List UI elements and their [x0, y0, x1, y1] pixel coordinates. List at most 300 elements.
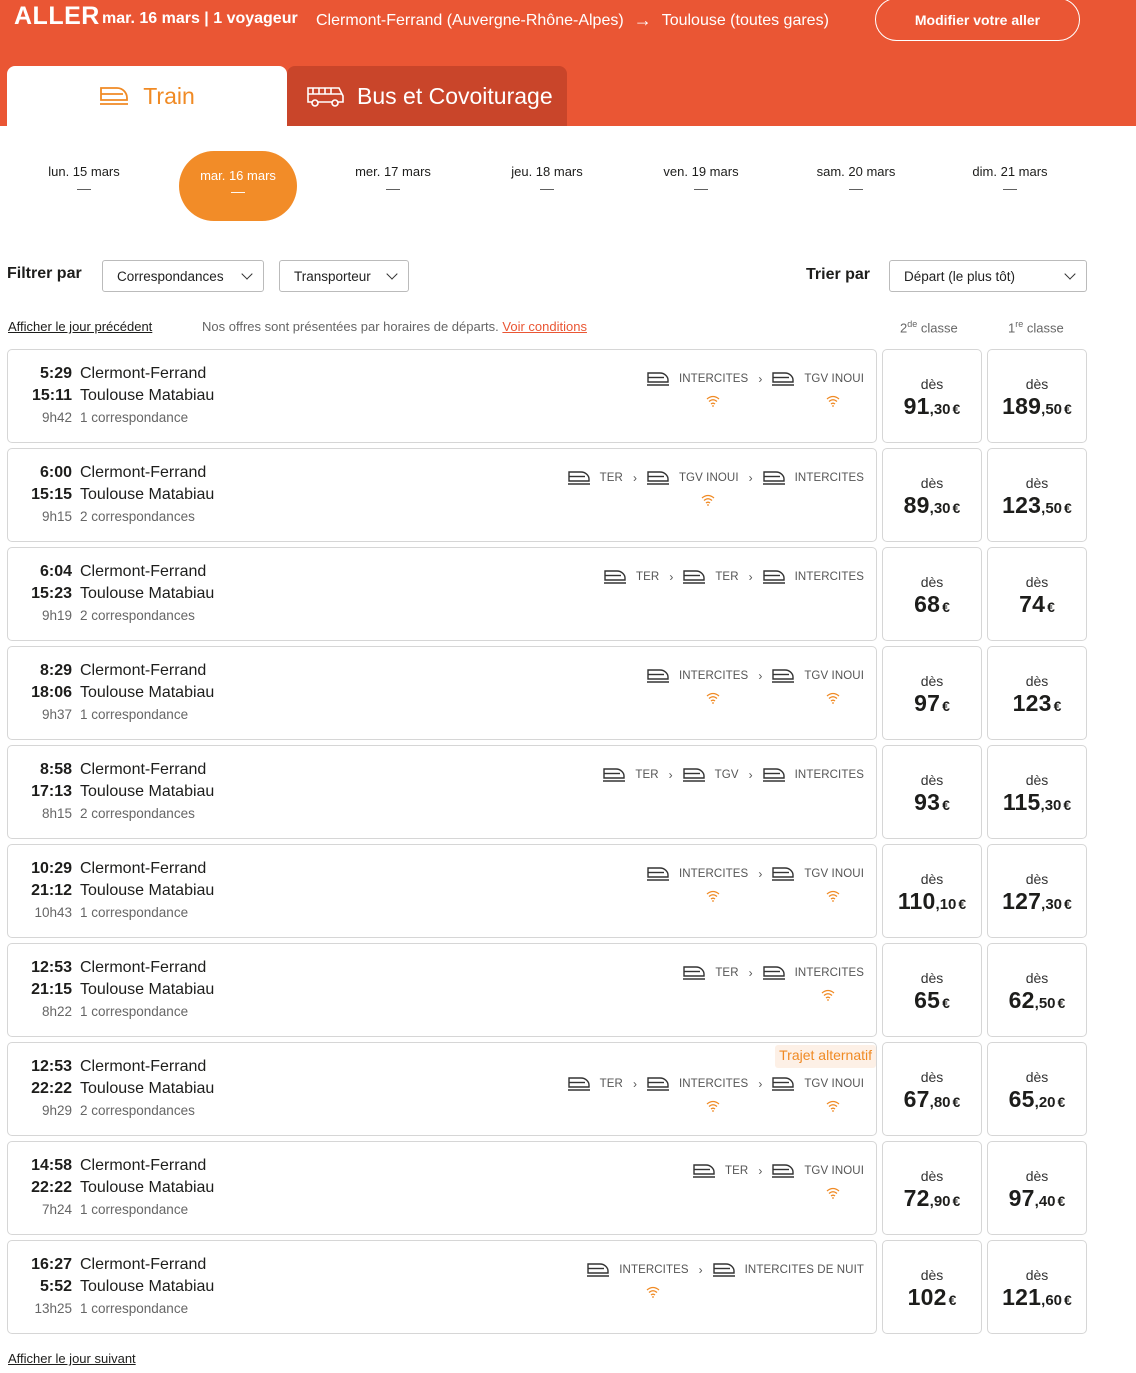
price-decimals: ,50: [1041, 500, 1063, 517]
train-icon: [647, 668, 669, 684]
first-class-price-button[interactable]: [987, 448, 1087, 542]
second-class-price-button[interactable]: [882, 1240, 982, 1334]
first-class-price-button[interactable]: [987, 943, 1087, 1037]
transport-segments: [683, 964, 864, 1004]
departure-time: 6:00: [39, 464, 72, 481]
journey-row[interactable]: [7, 349, 877, 443]
transport-segment: [772, 1075, 864, 1115]
price-integer: 65: [1008, 1086, 1035, 1112]
wifi-icon: [796, 392, 840, 410]
departure-station: Clermont-Ferrand: [80, 1058, 207, 1075]
train-icon: [683, 767, 705, 783]
transport-segment: [763, 766, 864, 806]
connections-count: 1 correspondance: [80, 410, 189, 425]
departure-time: 14:58: [31, 1157, 72, 1174]
arrow-right-icon: →: [633, 10, 652, 30]
offers-info: [202, 319, 587, 334]
journey-row[interactable]: [7, 1141, 877, 1235]
arrival-time: 5:52: [39, 1278, 72, 1295]
first-class-price-button[interactable]: [987, 646, 1087, 740]
segment-header: [763, 766, 864, 784]
chevron-right-icon: ›: [748, 570, 753, 584]
transport-segments: [604, 568, 864, 608]
search-header: [0, 0, 1136, 126]
transport-segment: [647, 469, 739, 509]
tab-train-label: Train: [143, 82, 195, 109]
price-integer: 127: [1002, 888, 1042, 914]
chevron-right-icon: ›: [758, 669, 763, 683]
show-previous-day-link[interactable]: Afficher le jour précédent: [8, 319, 153, 334]
departure-time: 8:29: [39, 662, 72, 679]
chevron-right-icon: ›: [758, 1164, 763, 1178]
price-decimals: ,60: [1041, 1292, 1063, 1309]
segment-header: [604, 568, 659, 586]
carrier-name: TGV INOUI: [804, 1078, 864, 1090]
price-integer: 74: [1019, 591, 1046, 617]
chevron-right-icon: ›: [632, 471, 637, 485]
transport-segment: [772, 1162, 864, 1202]
second-class-price-button[interactable]: [882, 646, 982, 740]
train-icon: [693, 1163, 715, 1179]
price-decimals: ,50: [1034, 995, 1056, 1012]
first-class-price-value: [988, 1086, 1086, 1113]
journey-row[interactable]: [7, 1240, 877, 1334]
second-class-price-button[interactable]: [882, 1042, 982, 1136]
arrival-time: 22:22: [31, 1179, 72, 1196]
train-icon: [99, 85, 129, 107]
first-class-sup: re: [1015, 319, 1024, 329]
alternative-route-badge: Trajet alternatif: [775, 1045, 876, 1068]
arrival-time: 15:23: [31, 585, 72, 602]
departure-station: Clermont-Ferrand: [80, 1256, 207, 1273]
journey-row[interactable]: [7, 1042, 877, 1136]
price-currency: €: [942, 599, 950, 615]
chevron-right-icon: ›: [748, 768, 753, 782]
segment-header: [763, 568, 864, 586]
price-integer: 89: [903, 492, 930, 518]
price-prefix: dès: [920, 871, 944, 887]
departure-station: Clermont-Ferrand: [80, 959, 207, 976]
departure-station: Clermont-Ferrand: [80, 662, 207, 679]
wifi-icon: [796, 887, 840, 905]
offers-info-text: Nos offres sont présentées par horaires de départs.: [202, 319, 499, 334]
segment-header: [647, 469, 739, 487]
journey-row[interactable]: [7, 646, 877, 740]
tab-train[interactable]: [7, 66, 287, 126]
price-prefix: dès: [1025, 673, 1049, 689]
price-prefix: dès: [1025, 772, 1049, 788]
second-class-price-button[interactable]: [882, 349, 982, 443]
price-integer: 102: [907, 1284, 947, 1310]
see-conditions-link[interactable]: Voir conditions: [502, 319, 587, 334]
second-class-price-value: [883, 987, 981, 1014]
carrier-name: TGV INOUI: [804, 373, 864, 385]
segment-header: [713, 1261, 864, 1279]
price-integer: 115: [1002, 789, 1041, 815]
first-class-num: 1: [1008, 320, 1016, 336]
first-class-price-value: [988, 789, 1086, 816]
segment-header: [772, 667, 864, 685]
price-currency: €: [958, 896, 967, 912]
carrier-name: TER: [599, 472, 623, 484]
price-integer: 97: [914, 690, 941, 716]
journey-duration: 9h37: [41, 707, 72, 722]
transport-segments: [647, 667, 864, 707]
arrival-time: 21:15: [31, 981, 72, 998]
first-class-price-button[interactable]: [987, 745, 1087, 839]
connections-count: 1 correspondance: [80, 707, 189, 722]
date-label: mer. 17 mars: [355, 164, 431, 179]
transport-segment: [683, 766, 739, 806]
second-class-price-button[interactable]: [882, 448, 982, 542]
price-prefix: dès: [920, 475, 944, 491]
first-class-price-value: [988, 1284, 1086, 1311]
train-icon: [683, 965, 705, 981]
wifi-icon: [676, 689, 720, 707]
segment-header: [772, 370, 864, 388]
segment-header: [568, 1075, 623, 1093]
filter-transporteur-select[interactable]: [279, 260, 409, 292]
wifi-icon: [796, 1184, 840, 1202]
wifi-icon: [671, 491, 715, 509]
date-option[interactable]: [333, 164, 453, 195]
second-class-price-value: [883, 888, 981, 915]
train-icon: [772, 668, 794, 684]
carrier-name: INTERCITES: [794, 472, 864, 484]
filter-correspondances-select[interactable]: [102, 260, 264, 292]
carrier-name: TGV: [714, 769, 739, 781]
chevron-down-icon: [1064, 268, 1075, 279]
date-option[interactable]: [641, 164, 761, 195]
arrival-station: Toulouse Matabiau: [80, 882, 215, 899]
train-icon: [587, 1262, 609, 1278]
arrival-time: 18:06: [31, 684, 72, 701]
price-prefix: dès: [920, 376, 944, 392]
departure-station: Clermont-Ferrand: [80, 464, 207, 481]
chevron-right-icon: ›: [632, 1077, 637, 1091]
segment-header: [603, 766, 658, 784]
arrival-time: 17:13: [31, 783, 72, 800]
transport-segment: [763, 964, 864, 1004]
chevron-right-icon: ›: [669, 570, 674, 584]
departure-time: 8:58: [39, 761, 72, 778]
connections-count: 2 correspondances: [80, 509, 195, 524]
transport-segments: [603, 766, 864, 806]
carrier-name: INTERCITES: [794, 769, 864, 781]
segment-header: [647, 865, 748, 883]
first-class-price-button[interactable]: [987, 547, 1087, 641]
price-currency: €: [952, 401, 961, 417]
chevron-down-icon: [241, 268, 252, 279]
date-option[interactable]: [487, 164, 607, 195]
arrival-station: Toulouse Matabiau: [80, 1278, 215, 1295]
carrier-name: TGV INOUI: [804, 1165, 864, 1177]
price-prefix: dès: [1025, 1069, 1049, 1085]
price-currency: €: [942, 698, 950, 714]
date-label: jeu. 18 mars: [511, 164, 583, 179]
second-class-price-button[interactable]: [882, 844, 982, 938]
first-class-price-button[interactable]: [987, 1240, 1087, 1334]
price-integer: 189: [1002, 393, 1042, 419]
price-prefix: dès: [920, 1069, 944, 1085]
date-option[interactable]: [796, 164, 916, 195]
segment-header: [683, 766, 739, 784]
date-price: —: [386, 180, 400, 196]
price-currency: €: [1064, 896, 1072, 912]
connections-count: 1 correspondance: [80, 1004, 189, 1019]
transport-segment: [568, 1075, 623, 1115]
arrival-station: Toulouse Matabiau: [80, 981, 215, 998]
tab-bus-covoiturage[interactable]: [287, 66, 567, 126]
arrival-station: Toulouse Matabiau: [80, 585, 215, 602]
transport-segment: [772, 667, 864, 707]
arrival-time: 21:12: [31, 882, 72, 899]
carrier-name: INTERCITES DE NUIT: [744, 1264, 864, 1276]
carrier-name: TGV INOUI: [804, 670, 864, 682]
second-class-num: 2: [900, 320, 908, 336]
transport-segments: [647, 865, 864, 905]
carrier-name: TER: [635, 769, 659, 781]
price-currency: €: [948, 1292, 957, 1308]
chevron-right-icon: ›: [698, 1263, 703, 1277]
journey-row[interactable]: [7, 745, 877, 839]
wifi-icon: [676, 887, 720, 905]
carrier-name: INTERCITES: [794, 967, 864, 979]
date-option[interactable]: [24, 164, 144, 195]
price-integer: 93: [914, 789, 941, 815]
train-icon: [772, 371, 794, 387]
price-currency: €: [952, 500, 961, 516]
arrival-time: 15:11: [31, 387, 72, 404]
date-label: lun. 15 mars: [48, 164, 120, 179]
first-class-price-value: [988, 888, 1086, 915]
transport-segments: [568, 469, 864, 509]
train-icon: [568, 1076, 590, 1092]
date-option-active[interactable]: [179, 151, 297, 221]
price-decimals: ,30: [929, 401, 951, 418]
first-class-price-button[interactable]: [987, 1042, 1087, 1136]
destination-label: Toulouse (toutes gares): [661, 11, 829, 29]
first-class-header: [1008, 319, 1064, 335]
connections-count: 1 correspondance: [80, 1202, 189, 1217]
second-class-price-button[interactable]: [882, 547, 982, 641]
carrier-name: TER: [715, 571, 739, 583]
first-class-price-value: [988, 492, 1086, 519]
price-decimals: ,90: [929, 1193, 951, 1210]
segment-header: [763, 964, 864, 982]
price-prefix: dès: [920, 1267, 944, 1283]
date-label: sam. 20 mars: [816, 164, 896, 179]
transport-segment: [647, 1075, 748, 1115]
date-travelers: mar. 16 mars | 1 voyageur: [102, 10, 298, 27]
carrier-name: TER: [725, 1165, 749, 1177]
transport-segments: [647, 370, 864, 410]
price-prefix: dès: [920, 1168, 944, 1184]
train-icon: [647, 371, 669, 387]
price-decimals: ,30: [929, 500, 951, 517]
segment-header: [772, 865, 864, 883]
price-decimals: ,30: [1041, 896, 1063, 913]
price-integer: 123: [1002, 492, 1042, 518]
first-class-word: classe: [1023, 320, 1064, 336]
second-class-price-value: [883, 690, 981, 717]
transport-segment: [647, 865, 748, 905]
segment-header: [568, 469, 623, 487]
train-icon: [603, 767, 625, 783]
transport-segment: [683, 568, 738, 608]
segment-header: [763, 469, 864, 487]
arrival-station: Toulouse Matabiau: [80, 486, 215, 503]
second-class-price-button[interactable]: [882, 1141, 982, 1235]
modify-outbound-button[interactable]: Modifier votre aller: [875, 0, 1080, 41]
sort-select[interactable]: [889, 260, 1087, 292]
arrival-time: 22:22: [31, 1080, 72, 1097]
price-currency: €: [942, 995, 950, 1011]
price-currency: €: [1053, 698, 1062, 714]
connections-count: 1 correspondance: [80, 1301, 189, 1316]
train-icon: [604, 569, 626, 585]
price-decimals: ,20: [1034, 1094, 1056, 1111]
carrier-name: INTERCITES: [619, 1264, 689, 1276]
journey-duration: 9h19: [41, 608, 72, 623]
journey-duration: 7h24: [41, 1202, 72, 1217]
wifi-icon: [796, 689, 840, 707]
first-class-price-button[interactable]: [987, 1141, 1087, 1235]
transport-segment: [772, 865, 864, 905]
train-icon: [647, 470, 669, 486]
journey-row[interactable]: [7, 844, 877, 938]
price-prefix: dès: [920, 772, 944, 788]
date-label: dim. 21 mars: [972, 164, 1048, 179]
price-prefix: dès: [1025, 1168, 1049, 1184]
transport-segment: [683, 964, 738, 1004]
wifi-icon: [616, 1283, 660, 1301]
journey-row[interactable]: [7, 943, 877, 1037]
second-class-price-button[interactable]: [882, 745, 982, 839]
chevron-right-icon: ›: [758, 867, 763, 881]
filter-transporteur-label: Transporteur: [294, 268, 371, 284]
segment-header: [772, 1075, 864, 1093]
tab-bus-label: Bus et Covoiturage: [357, 82, 553, 109]
arrival-station: Toulouse Matabiau: [80, 783, 215, 800]
price-currency: €: [1057, 995, 1066, 1011]
date-label: mar. 16 mars: [200, 168, 276, 183]
transport-segment: [693, 1162, 748, 1202]
carrier-name: INTERCITES: [678, 868, 749, 880]
connections-count: 2 correspondances: [80, 806, 195, 821]
chevron-right-icon: ›: [758, 1077, 763, 1091]
carrier-name: TER: [715, 967, 739, 979]
journey-duration: 8h22: [41, 1004, 72, 1019]
train-icon: [647, 866, 669, 882]
train-icon: [772, 1076, 794, 1092]
segment-header: [647, 667, 748, 685]
price-integer: 91: [903, 393, 930, 419]
price-decimals: ,80: [929, 1094, 951, 1111]
journey-duration: 13h25: [34, 1301, 72, 1316]
arrival-station: Toulouse Matabiau: [80, 387, 215, 404]
train-icon: [772, 1163, 794, 1179]
journey-row[interactable]: [7, 448, 877, 542]
segment-header: [647, 370, 748, 388]
arrival-station: Toulouse Matabiau: [80, 1080, 215, 1097]
train-icon: [647, 1076, 669, 1092]
bus-icon: [305, 84, 345, 108]
first-class-price-value: [988, 987, 1086, 1014]
show-next-day-link[interactable]: Afficher le jour suivant: [8, 1351, 136, 1366]
date-price: —: [231, 183, 245, 199]
first-class-price-value: [988, 393, 1086, 420]
date-price: —: [77, 180, 91, 196]
first-class-price-value: [988, 1185, 1086, 1212]
transport-segment: [647, 370, 748, 410]
arrival-station: Toulouse Matabiau: [80, 684, 215, 701]
second-class-price-value: [883, 1284, 981, 1311]
transport-segment: [772, 370, 864, 410]
train-icon: [763, 470, 785, 486]
journey-row[interactable]: [7, 547, 877, 641]
price-prefix: dès: [920, 673, 944, 689]
departure-station: Clermont-Ferrand: [80, 1157, 207, 1174]
price-integer: 68: [914, 591, 941, 617]
wifi-icon: [791, 986, 835, 1004]
second-class-price-value: [883, 393, 981, 420]
sort-label: Trier par: [806, 266, 871, 283]
carrier-name: INTERCITES: [678, 1078, 749, 1090]
price-currency: €: [1064, 1292, 1072, 1308]
price-prefix: dès: [1025, 574, 1049, 590]
transport-segment: [568, 469, 623, 509]
segment-header: [693, 1162, 748, 1180]
train-icon: [713, 1262, 735, 1278]
price-decimals: ,10: [935, 896, 957, 913]
connections-count: 1 correspondance: [80, 905, 189, 920]
second-class-price-value: [883, 789, 981, 816]
carrier-name: INTERCITES: [678, 670, 749, 682]
price-integer: 62: [1008, 987, 1035, 1013]
date-price: —: [694, 180, 708, 196]
route-summary: [316, 10, 829, 31]
transport-segment: [763, 469, 864, 509]
departure-time: 12:53: [31, 1058, 72, 1075]
price-currency: €: [1057, 1193, 1066, 1209]
price-prefix: dès: [1025, 1267, 1049, 1283]
transport-segments: [568, 1075, 864, 1115]
departure-station: Clermont-Ferrand: [80, 761, 207, 778]
wifi-icon: [676, 392, 720, 410]
price-currency: €: [1064, 500, 1072, 516]
first-class-price-button[interactable]: [987, 349, 1087, 443]
segment-header: [683, 568, 738, 586]
train-icon: [763, 569, 785, 585]
price-integer: 67: [903, 1086, 930, 1112]
segment-header: [683, 964, 738, 982]
price-decimals: ,30: [1040, 797, 1062, 814]
train-icon: [683, 569, 705, 585]
date-price: —: [540, 180, 554, 196]
carrier-name: TER: [636, 571, 660, 583]
price-prefix: dès: [1025, 970, 1049, 986]
journey-duration: 8h15: [41, 806, 72, 821]
filter-label: Filtrer par: [7, 265, 82, 282]
first-class-price-button[interactable]: [987, 844, 1087, 938]
price-currency: €: [952, 1094, 961, 1110]
connections-count: 2 correspondances: [80, 608, 195, 623]
first-class-price-value: [988, 591, 1086, 618]
date-option[interactable]: [950, 164, 1070, 195]
second-class-price-button[interactable]: [882, 943, 982, 1037]
train-icon: [568, 470, 590, 486]
